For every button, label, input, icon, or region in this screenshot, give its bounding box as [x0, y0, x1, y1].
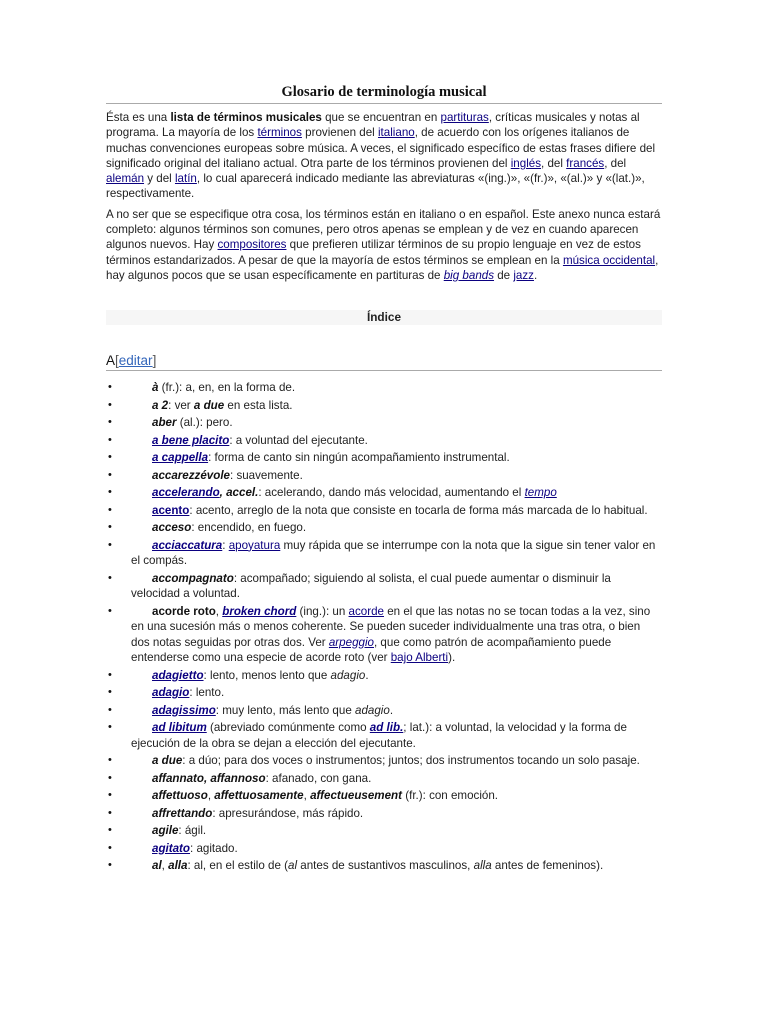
term-link[interactable]: a bene placito [152, 433, 230, 447]
term: accarezzévole [152, 468, 230, 482]
term-link[interactable]: jazz [513, 268, 534, 282]
term: affrettando [152, 806, 213, 820]
text-run: , [161, 859, 169, 873]
edit-bracket-open: [ [115, 353, 119, 369]
glossary-entry [106, 668, 662, 684]
term: adagio [330, 668, 366, 682]
term: affannato, affannoso [152, 771, 266, 785]
bullet: • [108, 703, 112, 716]
text-run: : apresurándose, más rápido. [212, 806, 364, 820]
glossary-entry [106, 720, 662, 751]
glossary-list [106, 380, 662, 874]
text-run: , hay algunos pocos que se usan específicamente en partituras de [106, 253, 659, 282]
term-link[interactable]: música occidental [562, 253, 656, 267]
glossary-entry [106, 485, 662, 501]
text-run: que se encuentran en [321, 111, 441, 124]
bullet: • [108, 806, 112, 819]
page-title: Glosario de terminología musical [106, 84, 662, 104]
term-link[interactable]: agitato [152, 841, 191, 855]
text-run: , críticas musicales y notas al programa. La mayoría de los [106, 111, 640, 140]
term-link[interactable]: francés [566, 156, 605, 170]
term: affettuosamente [214, 789, 304, 803]
text-run: (ing.): un [296, 604, 349, 618]
bullet: • [108, 824, 112, 837]
bullet: • [108, 789, 112, 802]
text-run: Ésta es una [106, 111, 171, 124]
bullet: • [108, 604, 112, 617]
text-run: antes de femeninos). [491, 859, 604, 873]
term: accompagnato [152, 571, 234, 585]
bullet: • [108, 538, 112, 551]
term-link[interactable]: ad lib. [369, 721, 404, 735]
glossary-entry [106, 433, 662, 449]
term-link[interactable]: acorde [348, 604, 384, 618]
bullet: • [108, 433, 112, 446]
text-run: A no ser que se especifique otra cosa, los términos están en italiano o en español. Este anexo nunca estará completo: algunos términos son comunes, pero otros apenas se emplean y de vez en cuando aparecen algunos nuevos. Hay [106, 207, 661, 252]
text-run: : agitado. [190, 841, 238, 855]
term-link[interactable]: a cappella [152, 451, 209, 465]
bullet: • [108, 416, 112, 429]
text-run: ). [448, 651, 456, 665]
bullet: • [108, 571, 112, 584]
article [106, 84, 662, 876]
text-run: : ágil. [178, 824, 207, 838]
glossary-entry [106, 604, 662, 666]
text-run: . [389, 703, 394, 717]
bullet: • [108, 754, 112, 767]
text-run: : acelerando, dando más velocidad, aumentando el [258, 486, 525, 500]
bullet: • [108, 381, 112, 394]
term-link[interactable]: alemán [106, 172, 145, 186]
glossary-entry [106, 415, 662, 431]
text-run: : encendido, en fuego. [191, 521, 307, 535]
term-link[interactable]: accelerando [152, 486, 220, 500]
text-run: provienen del [301, 126, 378, 140]
term: alla [473, 859, 492, 873]
bullet: • [108, 486, 112, 499]
text-run: : a dúo; para dos voces o instrumentos; juntos; dos instrumentos tocando un solo pasaje. [182, 754, 640, 768]
term: alla [168, 859, 188, 873]
edit-bracket-close: ] [152, 353, 157, 369]
bullet: • [108, 771, 112, 784]
term-link[interactable]: inglés [510, 156, 542, 170]
text-run: , lo cual aparecerá indicado mediante las abreviaturas «(ing.)», «(fr.)», «(al.)» y «(lat.)», respectivamente. [106, 172, 645, 201]
glossary-entry [106, 503, 662, 519]
text-run: muy rápida que se interrumpe con la nota que la sigue sin tener valor en el compás. [131, 538, 656, 568]
intro-paragraph-1 [106, 110, 662, 202]
text-run: , que como patrón de acompañamiento puede entenderse como una especie de acorde roto (ver [131, 635, 612, 665]
glossary-entry [106, 771, 662, 787]
text-run: : [222, 538, 229, 552]
term: acorde roto [152, 604, 216, 618]
term: affettuoso [152, 789, 208, 803]
glossary-entry [106, 398, 662, 414]
text-run: : lento. [189, 686, 225, 700]
text-run: : afanado, con gana. [265, 771, 372, 785]
text-run: : ver [168, 398, 194, 412]
text-run: , [215, 604, 223, 618]
term-link[interactable]: adagio [152, 686, 190, 700]
text-run: : lento, menos lento que [203, 668, 331, 682]
text-run: . [365, 668, 369, 682]
term-link[interactable]: broken chord [222, 604, 297, 618]
text-run: y del [144, 172, 175, 186]
term-link[interactable]: acciaccatura [152, 538, 223, 552]
term-link[interactable]: big bands [443, 268, 495, 282]
text-run: que prefieren utilizar términos de su propio lenguaje en vez de estos términos estandarizados. A pesar de que la mayoría de estos términos se emplean en la [106, 238, 641, 267]
glossary-entry [106, 450, 662, 466]
term-link[interactable]: ad libitum [152, 721, 207, 735]
term: acceso [152, 521, 192, 535]
edit-link[interactable]: editar [118, 353, 153, 369]
term: al [288, 859, 298, 873]
term-link[interactable]: latín [174, 172, 197, 186]
text-run: (al.): pero. [176, 416, 233, 430]
glossary-entry [106, 858, 662, 874]
term: , accel. [219, 486, 259, 500]
term-link[interactable]: bajo Alberti [390, 651, 449, 665]
bullet: • [108, 686, 112, 699]
term: agile [152, 824, 179, 838]
term-link[interactable]: arpeggio [328, 635, 374, 649]
glossary-entry [106, 468, 662, 484]
text-run: en el que las notas no se tocan todas a la vez, sino en una sucesión más o menos coherente. Se pueden suceder individualmente una tras otra, o bien dos notas seguidas por otras dos. Ver [131, 604, 651, 649]
term-link[interactable]: adagietto [152, 668, 204, 682]
glossary-entry [106, 571, 662, 602]
term: à [152, 381, 159, 395]
section-heading-a [106, 352, 662, 371]
glossary-entry [106, 753, 662, 769]
toc-heading[interactable]: Índice [106, 310, 662, 325]
term-link[interactable]: tempo [524, 486, 557, 500]
bullet: • [108, 451, 112, 464]
section-letter: A [106, 353, 116, 369]
text-run: , [207, 789, 215, 803]
glossary-entry [106, 538, 662, 569]
term-link[interactable]: apoyatura [228, 538, 281, 552]
term: a due [193, 398, 225, 412]
text-run: : muy lento, más lento que [215, 703, 355, 717]
term-link[interactable]: acento [152, 503, 190, 517]
term: adagio [355, 703, 390, 717]
text-run: , del [541, 156, 567, 170]
text-run: : acento, arreglo de la nota que consiste en tocarla de forma más marcada de lo habitual. [189, 503, 648, 517]
bullet: • [108, 503, 112, 516]
text-run: (abreviado comúnmente como [206, 721, 370, 735]
term-link[interactable]: partituras [440, 111, 489, 124]
text-run: , [303, 789, 311, 803]
text-run: de [494, 268, 514, 282]
bullet: • [108, 521, 112, 534]
text-run: : forma de canto sin ningún acompañamiento instrumental. [208, 451, 510, 465]
bullet: • [108, 668, 112, 681]
text-run: : a voluntad del ejecutante. [229, 433, 368, 447]
text-run: ; lat.): a voluntad, la velocidad y la forma de ejecución de la obra se dejan a elección del ejecutante. [131, 721, 627, 750]
bullet: • [108, 859, 112, 872]
text-run: , de acuerdo con los orígenes italianos de muchas convenciones europeas sobre música. A veces, el significado específico de estas frases difiere del significado original del italiano actual. Otra parte de los términos provienen del [106, 126, 656, 170]
glossary-entry [106, 520, 662, 536]
term-link[interactable]: italiano [377, 126, 415, 140]
text-run: : al, en el estilo de ( [187, 859, 289, 873]
term: al [152, 859, 162, 873]
bullet: • [108, 468, 112, 481]
glossary-entry [106, 841, 662, 857]
intro-paragraph-2 [106, 207, 662, 283]
text-run: en esta lista. [224, 398, 293, 412]
text-run: : suavemente. [230, 468, 303, 482]
text-run: (fr.): a, en, en la forma de. [158, 381, 296, 395]
term: a 2 [152, 398, 169, 412]
text-run: . [533, 268, 538, 282]
glossary-entry [106, 685, 662, 701]
glossary-entry [106, 703, 662, 719]
bullet: • [108, 398, 112, 411]
text-run: antes de sustantivos masculinos, [297, 859, 474, 873]
text-run: , del [604, 156, 627, 170]
term-link[interactable]: adagissimo [152, 703, 216, 717]
glossary-entry [106, 380, 662, 396]
term: aber [152, 416, 177, 430]
text-run: (fr.): con emoción. [402, 789, 499, 803]
term: a due [152, 754, 183, 768]
glossary-entry [106, 788, 662, 804]
term-link[interactable]: compositores [217, 238, 287, 252]
term: affectueusement [310, 789, 403, 803]
bullet: • [108, 841, 112, 854]
term: lista de términos musicales [170, 111, 322, 124]
term-link[interactable]: términos [257, 126, 302, 140]
bullet: • [108, 721, 112, 734]
glossary-entry [106, 823, 662, 839]
glossary-entry [106, 806, 662, 822]
text-run: : acompañado; siguiendo al solista, el cual puede aumentar o disminuir la velocidad a voluntad. [131, 571, 611, 601]
